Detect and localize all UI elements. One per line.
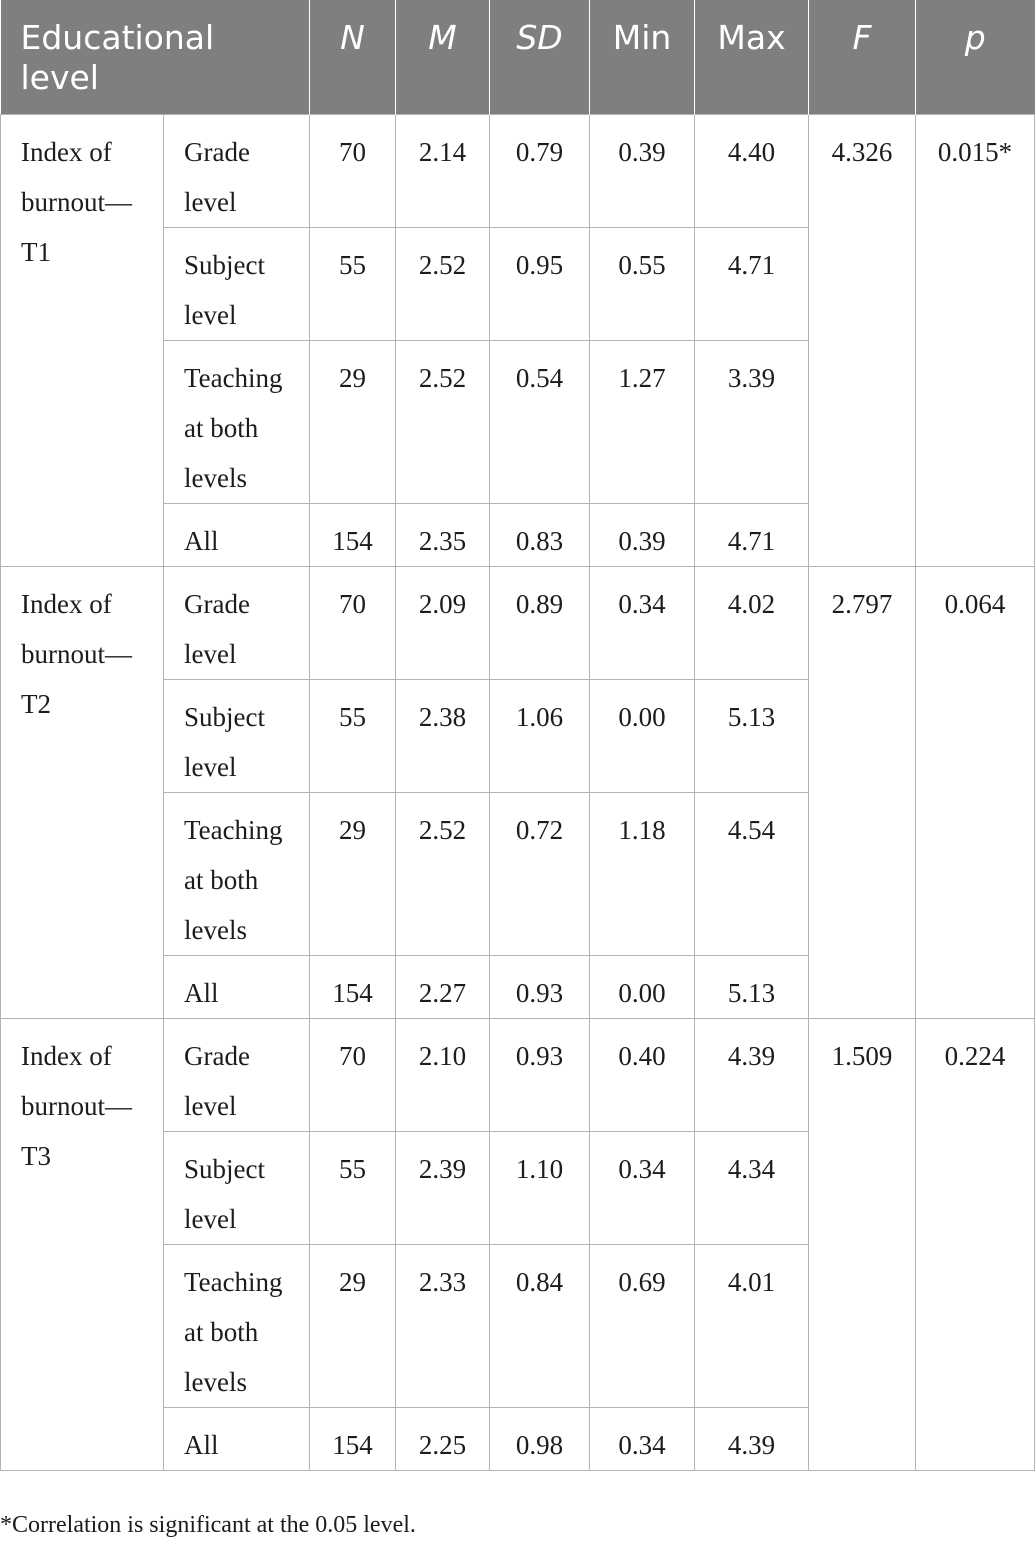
cell-max: 4.34 bbox=[695, 1131, 809, 1244]
cell-sd: 0.72 bbox=[490, 792, 590, 955]
cell-m: 2.25 bbox=[396, 1407, 490, 1470]
cell-sd: 0.83 bbox=[490, 503, 590, 566]
cell-min: 0.00 bbox=[590, 679, 695, 792]
cell-m: 2.14 bbox=[396, 114, 490, 227]
cell-f: 2.797 bbox=[809, 566, 916, 1018]
cell-m: 2.39 bbox=[396, 1131, 490, 1244]
group-label: Subject level bbox=[164, 679, 310, 792]
cell-p: 0.064 bbox=[916, 566, 1035, 1018]
header-max: Max bbox=[695, 0, 809, 114]
group-label: Subject level bbox=[164, 1131, 310, 1244]
header-f: F bbox=[809, 0, 916, 114]
cell-sd: 1.10 bbox=[490, 1131, 590, 1244]
cell-m: 2.52 bbox=[396, 227, 490, 340]
cell-min: 1.27 bbox=[590, 340, 695, 503]
cell-max: 4.02 bbox=[695, 566, 809, 679]
cell-min: 0.00 bbox=[590, 955, 695, 1018]
cell-max: 5.13 bbox=[695, 679, 809, 792]
cell-max: 5.13 bbox=[695, 955, 809, 1018]
header-row bbox=[1, 0, 1035, 114]
cell-min: 0.39 bbox=[590, 503, 695, 566]
cell-m: 2.52 bbox=[396, 792, 490, 955]
cell-min: 0.39 bbox=[590, 114, 695, 227]
cell-p: 0.015* bbox=[916, 114, 1035, 566]
group-label: Grade level bbox=[164, 1018, 310, 1131]
cell-sd: 0.54 bbox=[490, 340, 590, 503]
header-p: p bbox=[916, 0, 1035, 114]
cell-n: 70 bbox=[310, 1018, 396, 1131]
cell-sd: 0.95 bbox=[490, 227, 590, 340]
cell-n: 55 bbox=[310, 227, 396, 340]
header-educational-level: Educational level bbox=[1, 0, 310, 114]
table-row bbox=[1, 1018, 1035, 1131]
cell-n: 29 bbox=[310, 1244, 396, 1407]
cell-max: 4.01 bbox=[695, 1244, 809, 1407]
table-footnote: *Correlation is significant at the 0.05 level. bbox=[0, 1512, 416, 1538]
cell-n: 55 bbox=[310, 679, 396, 792]
cell-max: 4.71 bbox=[695, 227, 809, 340]
cell-sd: 0.84 bbox=[490, 1244, 590, 1407]
cell-min: 0.69 bbox=[590, 1244, 695, 1407]
cell-n: 70 bbox=[310, 566, 396, 679]
cell-m: 2.33 bbox=[396, 1244, 490, 1407]
cell-max: 4.71 bbox=[695, 503, 809, 566]
group-label: All bbox=[164, 1407, 310, 1470]
cell-min: 0.55 bbox=[590, 227, 695, 340]
cell-max: 3.39 bbox=[695, 340, 809, 503]
cell-max: 4.40 bbox=[695, 114, 809, 227]
measure-label: Index of burnout—T3 bbox=[1, 1018, 164, 1470]
cell-n: 154 bbox=[310, 503, 396, 566]
cell-min: 0.34 bbox=[590, 566, 695, 679]
cell-max: 4.39 bbox=[695, 1407, 809, 1470]
measure-label: Index of burnout—T2 bbox=[1, 566, 164, 1018]
cell-min: 0.40 bbox=[590, 1018, 695, 1131]
group-label: All bbox=[164, 503, 310, 566]
group-label: Teaching at both levels bbox=[164, 340, 310, 503]
cell-max: 4.54 bbox=[695, 792, 809, 955]
cell-sd: 1.06 bbox=[490, 679, 590, 792]
cell-n: 29 bbox=[310, 340, 396, 503]
header-min: Min bbox=[590, 0, 695, 114]
cell-m: 2.52 bbox=[396, 340, 490, 503]
cell-m: 2.09 bbox=[396, 566, 490, 679]
cell-min: 0.34 bbox=[590, 1131, 695, 1244]
group-label: All bbox=[164, 955, 310, 1018]
cell-f: 4.326 bbox=[809, 114, 916, 566]
cell-f: 1.509 bbox=[809, 1018, 916, 1470]
cell-n: 29 bbox=[310, 792, 396, 955]
cell-n: 154 bbox=[310, 955, 396, 1018]
group-label: Subject level bbox=[164, 227, 310, 340]
group-label: Teaching at both levels bbox=[164, 792, 310, 955]
cell-n: 154 bbox=[310, 1407, 396, 1470]
header-m: M bbox=[396, 0, 490, 114]
cell-sd: 0.79 bbox=[490, 114, 590, 227]
table-row bbox=[1, 566, 1035, 679]
cell-min: 0.34 bbox=[590, 1407, 695, 1470]
cell-n: 55 bbox=[310, 1131, 396, 1244]
group-label: Teaching at both levels bbox=[164, 1244, 310, 1407]
cell-max: 4.39 bbox=[695, 1018, 809, 1131]
table-row bbox=[1, 114, 1035, 227]
cell-sd: 0.93 bbox=[490, 955, 590, 1018]
cell-sd: 0.98 bbox=[490, 1407, 590, 1470]
cell-min: 1.18 bbox=[590, 792, 695, 955]
cell-m: 2.38 bbox=[396, 679, 490, 792]
group-label: Grade level bbox=[164, 114, 310, 227]
cell-p: 0.224 bbox=[916, 1018, 1035, 1470]
cell-sd: 0.89 bbox=[490, 566, 590, 679]
group-label: Grade level bbox=[164, 566, 310, 679]
cell-m: 2.35 bbox=[396, 503, 490, 566]
cell-sd: 0.93 bbox=[490, 1018, 590, 1131]
cell-m: 2.10 bbox=[396, 1018, 490, 1131]
measure-label: Index of burnout—T1 bbox=[1, 114, 164, 566]
cell-n: 70 bbox=[310, 114, 396, 227]
header-sd: SD bbox=[490, 0, 590, 114]
cell-m: 2.27 bbox=[396, 955, 490, 1018]
header-n: N bbox=[310, 0, 396, 114]
